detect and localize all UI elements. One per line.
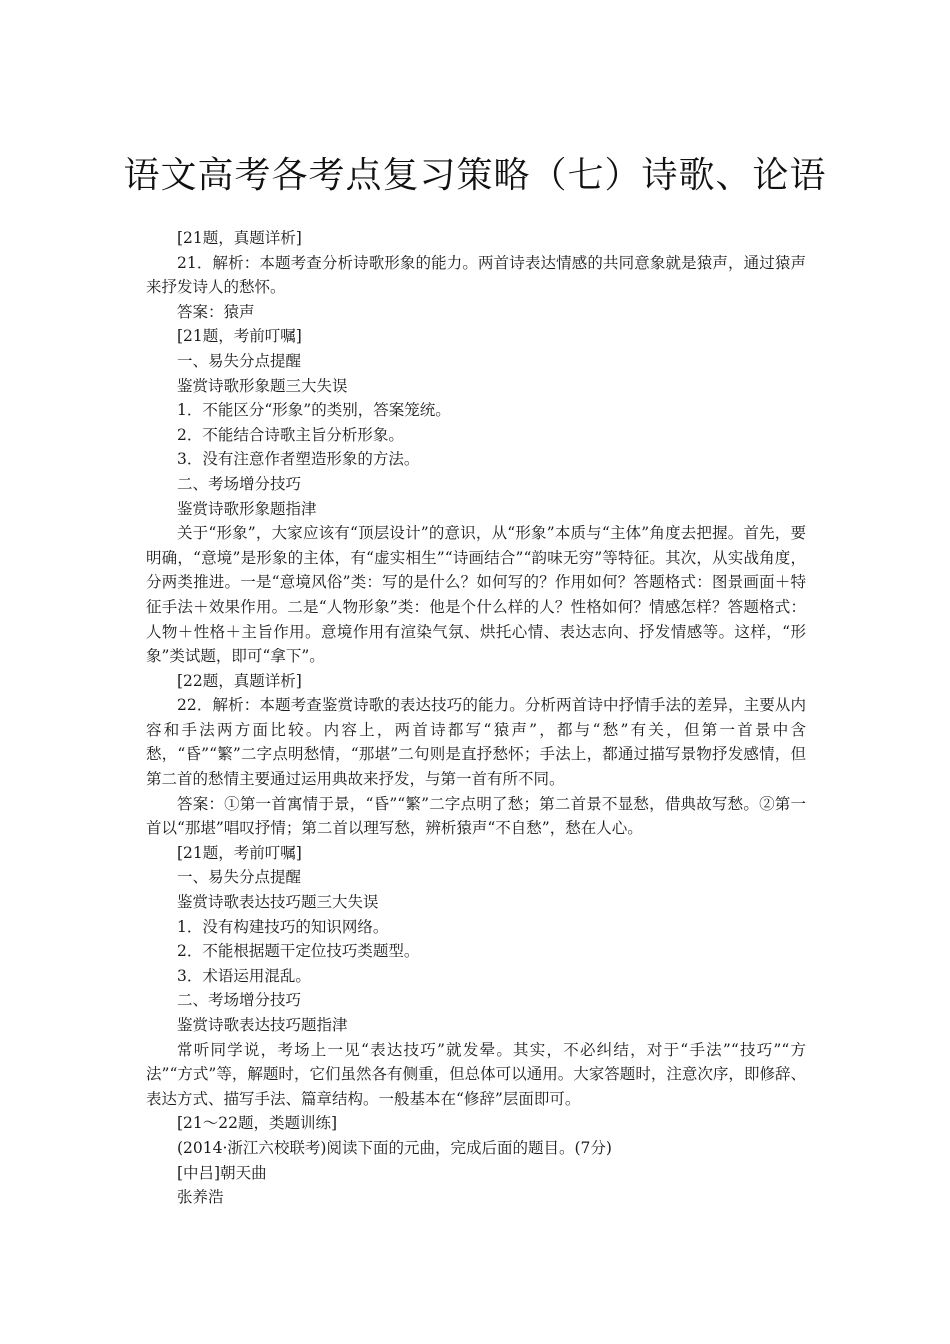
paragraph: 鉴赏诗歌形象题指津 [177,499,317,518]
paragraph: 1．不能区分“形象”的类别，答案笼统。 [177,401,451,420]
paragraph: [21题，考前叮嘱] [177,327,302,346]
paragraph: 一、易失分点提醒 [177,868,302,887]
paragraph: 鉴赏诗歌形象题三大失误 [177,376,348,395]
paragraph: (2014·浙江六校联考)阅读下面的元曲，完成后面的题目。(7分) [177,1138,612,1157]
paragraph: 鉴赏诗歌表达技巧题三大失误 [177,893,379,912]
document-title: 语文高考各考点复习策略（七）诗歌、论语 [123,155,827,197]
paragraph: 二、考场增分技巧 [177,991,302,1010]
paragraph: 1．没有构建技巧的知识网络。 [177,917,389,936]
paragraph: [21～22题，类题训练] [177,1114,338,1133]
paragraph: 二、考场增分技巧 [177,474,302,493]
paragraph: 答案：猿声 [177,302,255,321]
paragraph: [21题，考前叮嘱] [177,843,302,862]
document-body [146,226,806,1210]
paragraph: 3．没有注意作者塑造形象的方法。 [177,450,420,469]
paragraph: 关于“形象”，大家应该有“顶层设计”的意识，从“形象”本质与“主体”角度去把握。首先，要明确，“意境”是形象的主体，有“虚实相生”“诗画结合”“韵味无穷”等特征。其次，从实战角度，分两类推进。一是“意境风俗”类：写的是什么？如何写的？作用如何？答题格式：图景画面＋特征手法＋效果作用。二是“人物形象”类：他是个什么样的人？性格如何？情感怎样？答题格式：人物＋性格＋主旨作用。意境作用有渲染气氛、烘托心情、表达志向、抒发情感等。这样，“形象”类试题，即可“拿下”。 [146,524,806,666]
paragraph: [中吕]朝天曲 [177,1163,267,1182]
paragraph: 张养浩 [177,1188,224,1207]
paragraph: 2．不能结合诗歌主旨分析形象。 [177,425,404,444]
paragraph: 2．不能根据题干定位技巧类题型。 [177,942,420,961]
paragraph: 21．解析：本题考查分析诗歌形象的能力。两首诗表达情感的共同意象就是猿声，通过猿声来抒发诗人的愁怀。 [146,253,806,297]
paragraph: 3．术语运用混乱。 [177,966,311,985]
paragraph: 答案：①第一首寓情于景，“昏”“繁”二字点明了愁；第二首景不显愁，借典故写愁。②第一首以“那堪”唱叹抒情；第二首以理写愁，辨析猿声“不自愁”，愁在人心。 [146,794,806,838]
paragraph: 一、易失分点提醒 [177,351,302,370]
paragraph: [21题，真题详析] [177,229,302,247]
paragraph: 鉴赏诗歌表达技巧题指津 [177,1016,348,1034]
paragraph: 常听同学说，考场上一见“表达技巧”就发晕。其实，不必纠结，对于“手法”“技巧”“方法”“方式”等，解题时，它们虽然各有侧重，但总体可以通用。大家答题时，注意次序，即修辞、表达方式、描写手法、篇章结构。一般基本在“修辞”层面即可。 [146,1040,806,1108]
paragraph: 22．解析：本题考查鉴赏诗歌的表达技巧的能力。分析两首诗中抒情手法的差异，主要从内容和手法两方面比较。内容上，两首诗都写“猿声”，都与“愁”有关，但第一首景中含愁，“昏”“繁”二字点明愁情，“那堪”二句则是直抒愁怀；手法上，都通过描写景物抒发感情，但第二首的愁情主要通过运用典故来抒发，与第一首有所不同。 [146,696,806,789]
paragraph: [22题，真题详析] [177,671,302,690]
